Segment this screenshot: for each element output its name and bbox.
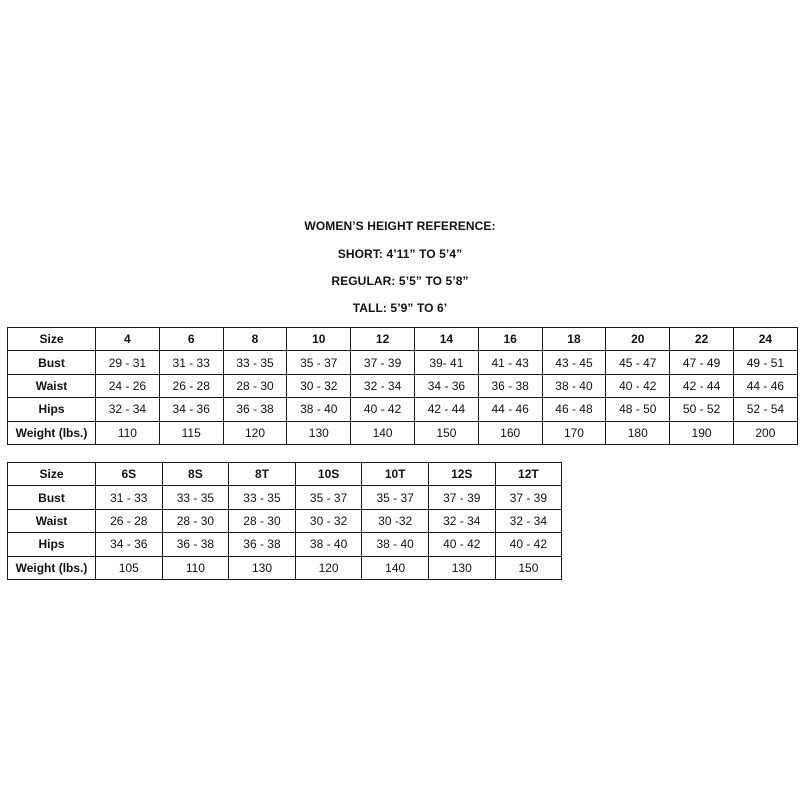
row-label: Bust xyxy=(8,486,96,509)
value-cell: 38 - 40 xyxy=(287,398,351,421)
value-cell: 40 - 42 xyxy=(428,533,495,556)
row-label: Waist xyxy=(8,374,96,397)
value-cell: 115 xyxy=(159,421,223,444)
size-cell: 20 xyxy=(606,328,670,351)
value-cell: 200 xyxy=(733,421,797,444)
value-cell: 37 - 39 xyxy=(495,486,562,509)
value-cell: 140 xyxy=(362,556,429,579)
size-cell: 22 xyxy=(670,328,734,351)
table-row xyxy=(8,398,798,421)
regular-size-table xyxy=(7,327,798,445)
value-cell: 190 xyxy=(670,421,734,444)
value-cell: 32 - 34 xyxy=(428,509,495,532)
value-cell: 36 - 38 xyxy=(223,398,287,421)
size-cell: 16 xyxy=(478,328,542,351)
value-cell: 180 xyxy=(606,421,670,444)
value-cell: 110 xyxy=(162,556,229,579)
value-cell: 33 - 35 xyxy=(229,486,296,509)
value-cell: 120 xyxy=(223,421,287,444)
value-cell: 45 - 47 xyxy=(606,351,670,374)
value-cell: 120 xyxy=(295,556,362,579)
value-cell: 32 - 34 xyxy=(495,509,562,532)
value-cell: 105 xyxy=(96,556,163,579)
table-row xyxy=(8,556,562,579)
size-cell: 10S xyxy=(295,463,362,486)
size-cell: 8 xyxy=(223,328,287,351)
value-cell: 130 xyxy=(229,556,296,579)
value-cell: 41 - 43 xyxy=(478,351,542,374)
value-cell: 35 - 37 xyxy=(362,486,429,509)
value-cell: 33 - 35 xyxy=(223,351,287,374)
value-cell: 50 - 52 xyxy=(670,398,734,421)
value-cell: 31 - 33 xyxy=(159,351,223,374)
value-cell: 28 - 30 xyxy=(223,374,287,397)
value-cell: 44 - 46 xyxy=(478,398,542,421)
value-cell: 47 - 49 xyxy=(670,351,734,374)
height-regular: REGULAR: 5’5” TO 5’8” xyxy=(331,274,469,288)
value-cell: 37 - 39 xyxy=(351,351,415,374)
value-cell: 36 - 38 xyxy=(162,533,229,556)
value-cell: 32 - 34 xyxy=(351,374,415,397)
value-cell: 37 - 39 xyxy=(428,486,495,509)
value-cell: 34 - 36 xyxy=(159,398,223,421)
value-cell: 52 - 54 xyxy=(733,398,797,421)
value-cell: 26 - 28 xyxy=(96,509,163,532)
row-label: Hips xyxy=(8,533,96,556)
table-row xyxy=(8,421,798,444)
value-cell: 34 - 36 xyxy=(414,374,478,397)
size-cell: 4 xyxy=(96,328,160,351)
value-cell: 29 - 31 xyxy=(96,351,160,374)
value-cell: 38 - 40 xyxy=(295,533,362,556)
size-cell: 12 xyxy=(351,328,415,351)
value-cell: 40 - 42 xyxy=(495,533,562,556)
table-row xyxy=(8,374,798,397)
row-label: Weight (lbs.) xyxy=(8,556,96,579)
value-cell: 36 - 38 xyxy=(478,374,542,397)
value-cell: 49 - 51 xyxy=(733,351,797,374)
height-short: SHORT: 4’11” TO 5’4” xyxy=(337,247,463,261)
value-cell: 42 - 44 xyxy=(670,374,734,397)
value-cell: 40 - 42 xyxy=(606,374,670,397)
value-cell: 31 - 33 xyxy=(96,486,163,509)
value-cell: 35 - 37 xyxy=(287,351,351,374)
value-cell: 36 - 38 xyxy=(229,533,296,556)
table-row xyxy=(8,533,562,556)
table-row xyxy=(8,486,562,509)
value-cell: 48 - 50 xyxy=(606,398,670,421)
value-cell: 110 xyxy=(96,421,160,444)
header-label: Size xyxy=(8,463,96,486)
value-cell: 38 - 40 xyxy=(362,533,429,556)
row-label: Hips xyxy=(8,398,96,421)
header-label: Size xyxy=(8,328,96,351)
value-cell: 35 - 37 xyxy=(295,486,362,509)
value-cell: 32 - 34 xyxy=(96,398,160,421)
size-cell: 12T xyxy=(495,463,562,486)
size-cell: 6 xyxy=(159,328,223,351)
size-cell: 10 xyxy=(287,328,351,351)
size-cell: 18 xyxy=(542,328,606,351)
value-cell: 39- 41 xyxy=(414,351,478,374)
value-cell: 38 - 40 xyxy=(542,374,606,397)
size-cell: 6S xyxy=(96,463,163,486)
height-tall: TALL: 5’9” TO 6’ xyxy=(352,301,448,315)
value-cell: 28 - 30 xyxy=(162,509,229,532)
value-cell: 42 - 44 xyxy=(414,398,478,421)
size-cell: 10T xyxy=(362,463,429,486)
table-header-row xyxy=(8,463,562,486)
size-cell: 24 xyxy=(733,328,797,351)
value-cell: 34 - 36 xyxy=(96,533,163,556)
value-cell: 33 - 35 xyxy=(162,486,229,509)
value-cell: 26 - 28 xyxy=(159,374,223,397)
value-cell: 44 - 46 xyxy=(733,374,797,397)
value-cell: 140 xyxy=(351,421,415,444)
value-cell: 170 xyxy=(542,421,606,444)
table-row xyxy=(8,351,798,374)
table-header-row xyxy=(8,328,798,351)
value-cell: 30 - 32 xyxy=(295,509,362,532)
size-cell: 14 xyxy=(414,328,478,351)
value-cell: 40 - 42 xyxy=(351,398,415,421)
size-cell: 8T xyxy=(229,463,296,486)
value-cell: 130 xyxy=(287,421,351,444)
short-tall-size-table xyxy=(7,462,562,580)
size-cell: 8S xyxy=(162,463,229,486)
row-label: Bust xyxy=(8,351,96,374)
value-cell: 150 xyxy=(414,421,478,444)
row-label: Weight (lbs.) xyxy=(8,421,96,444)
value-cell: 30 - 32 xyxy=(287,374,351,397)
height-reference-title: WOMEN’S HEIGHT REFERENCE: xyxy=(304,219,496,233)
value-cell: 160 xyxy=(478,421,542,444)
value-cell: 150 xyxy=(495,556,562,579)
table-row xyxy=(8,509,562,532)
row-label: Waist xyxy=(8,509,96,532)
value-cell: 30 -32 xyxy=(362,509,429,532)
size-cell: 12S xyxy=(428,463,495,486)
value-cell: 24 - 26 xyxy=(96,374,160,397)
value-cell: 46 - 48 xyxy=(542,398,606,421)
value-cell: 43 - 45 xyxy=(542,351,606,374)
value-cell: 130 xyxy=(428,556,495,579)
value-cell: 28 - 30 xyxy=(229,509,296,532)
